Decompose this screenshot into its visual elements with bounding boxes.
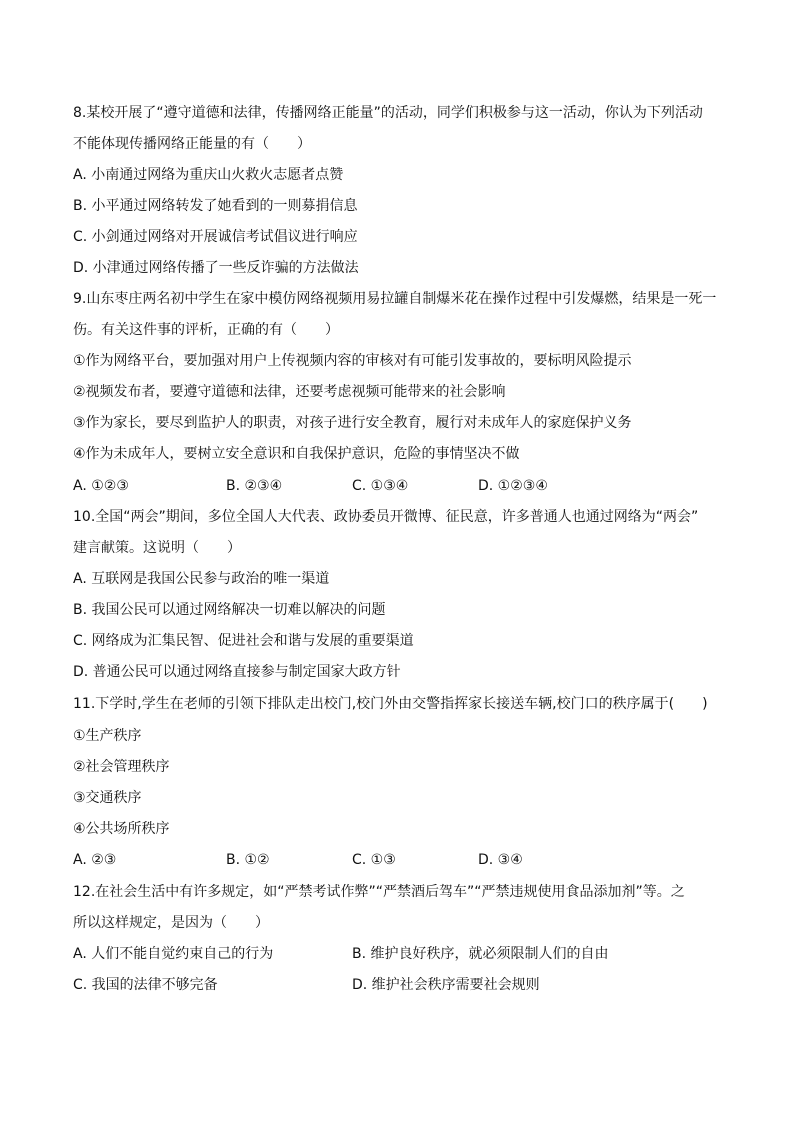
question-stem-line: 8.某校开展了“遵守道德和法律，传播网络正能量”的活动，同学们积极参与这一活动，你认为下列活动 — [73, 105, 703, 121]
option-b: B. 小平通过网络转发了她看到的一则募捐信息 — [73, 198, 358, 214]
option-a: A. ②③ — [73, 852, 117, 868]
statement-2: ②社会管理秩序 — [73, 759, 170, 775]
question-stem-line: 11.下学时,学生在老师的引领下排队走出校门,校门外由交警指挥家长接送车辆,校门口的秩序属于( ) — [73, 696, 708, 712]
option-a: A. 互联网是我国公民参与政治的唯一渠道 — [73, 571, 330, 587]
statement-1: ①生产秩序 — [73, 728, 142, 744]
statement-2: ②视频发布者，要遵守道德和法律，还要考虑视频可能带来的社会影响 — [73, 384, 506, 400]
statement-4: ④公共场所秩序 — [73, 821, 170, 837]
option-c: C. 小剑通过网络对开展诚信考试倡议进行响应 — [73, 229, 358, 245]
option-d: D. 小津通过网络传播了一些反诈骗的方法做法 — [73, 260, 359, 276]
option-b: B. ①② — [226, 852, 270, 868]
statement-4: ④作为未成年人，要树立安全意识和自我保护意识，危险的事情坚决不做 — [73, 446, 520, 462]
option-b: B. 维护良好秩序，就必须限制人们的自由 — [352, 946, 609, 962]
question-stem-line: 10.全国“两会”期间，多位全国人大代表、政协委员开微博、征民意，许多普通人也通过网络为“两会” — [73, 509, 699, 525]
question-stem-line: 12.在社会生活中有许多规定，如“严禁考试作弊”“严禁酒后驾车”“严禁违规使用食品添加剂”等。之 — [73, 884, 685, 900]
option-b: B. ②③④ — [226, 478, 283, 494]
option-c: C. ①③④ — [352, 478, 409, 494]
option-a: A. 小南通过网络为重庆山火救火志愿者点赞 — [73, 167, 344, 183]
option-d: D. ①②③④ — [478, 478, 548, 494]
question-stem-line: 9.山东枣庄两名初中学生在家中模仿网络视频用易拉罐自制爆米花在操作过程中引发爆燃，结果是一死一 — [73, 291, 717, 307]
option-d: D. ③④ — [478, 852, 523, 868]
question-stem-line: 不能体现传播网络正能量的有（ ） — [73, 136, 311, 152]
statement-1: ①作为网络平台，要加强对用户上传视频内容的审核对有可能引发事故的，要标明风险提示 — [73, 353, 632, 369]
question-stem-line: 所以这样规定，是因为（ ） — [73, 915, 269, 931]
question-stem-line: 建言献策。这说明（ ） — [73, 540, 241, 556]
option-d: D. 维护社会秩序需要社会规则 — [352, 977, 540, 993]
option-a: A. 人们不能自觉约束自己的行为 — [73, 946, 274, 962]
statement-3: ③交通秩序 — [73, 790, 142, 806]
option-a: A. ①②③ — [73, 478, 129, 494]
option-c: C. 我国的法律不够完备 — [73, 977, 218, 993]
question-stem-line: 伤。有关这件事的评析，正确的有（ ） — [73, 322, 339, 338]
option-b: B. 我国公民可以通过网络解决一切难以解决的问题 — [73, 602, 386, 618]
option-d: D. 普通公民可以通过网络直接参与制定国家大政方针 — [73, 664, 401, 680]
option-c: C. 网络成为汇集民智、促进社会和谐与发展的重要渠道 — [73, 633, 414, 649]
option-c: C. ①③ — [352, 852, 396, 868]
statement-3: ③作为家长，要尽到监护人的职责，对孩子进行安全教育，履行对未成年人的家庭保护义务 — [73, 415, 632, 431]
